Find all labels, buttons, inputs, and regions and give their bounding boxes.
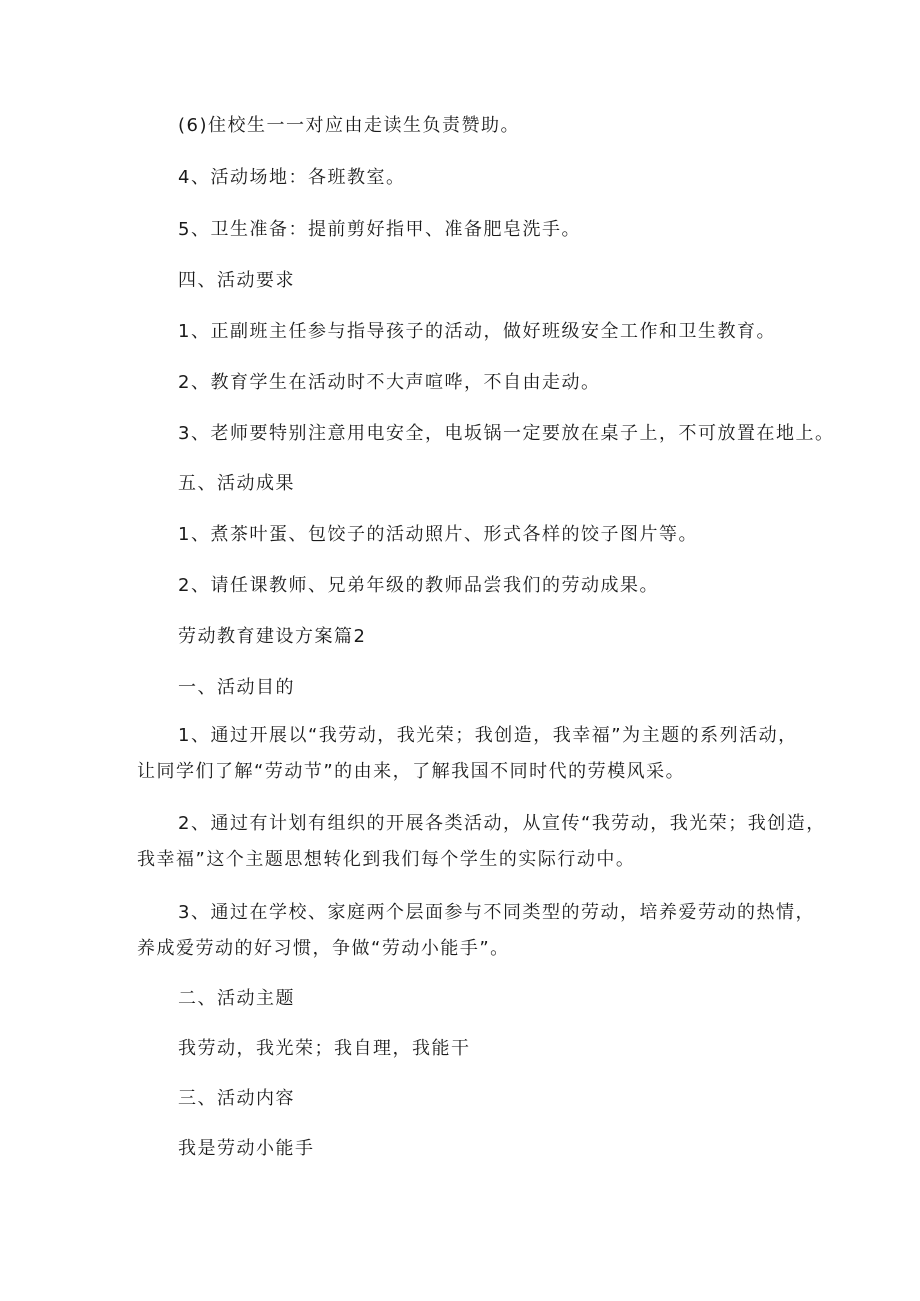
section-5-heading: 五、活动成果 — [178, 473, 295, 494]
result-2: 2、请任课教师、兄弟年级的教师品尝我们的劳动成果。 — [178, 575, 659, 596]
purpose-3-line-1: 3、通过在学校、家庭两个层面参与不同类型的劳动，培养爱劳动的热情， — [178, 902, 815, 923]
content-text: 我是劳动小能手 — [178, 1138, 315, 1159]
section-2-heading: 二、活动主题 — [178, 988, 295, 1009]
item-4-venue: 4、活动场地：各班教室。 — [178, 167, 406, 188]
purpose-2-line-2: 我幸福”这个主题思想转化到我们每个学生的实际行动中。 — [137, 849, 636, 870]
section-1-heading: 一、活动目的 — [178, 677, 295, 698]
item-6-boarding: (6)住校生一一对应由走读生负责赞助。 — [178, 115, 520, 136]
theme-text: 我劳动，我光荣；我自理，我能干 — [178, 1038, 471, 1059]
requirement-3: 3、老师要特别注意用电安全，电坂锅一定要放在桌子上，不可放置在地上。 — [178, 423, 835, 444]
plan-2-title: 劳动教育建设方案篇2 — [178, 626, 367, 647]
requirement-2: 2、教育学生在活动时不大声喧哗，不自由走动。 — [178, 372, 601, 393]
purpose-3-line-2: 养成爱劳动的好习惯，争做“劳动小能手”。 — [137, 938, 510, 959]
purpose-1-line-1: 1、通过开展以“我劳动，我光荣；我创造，我幸福”为主题的系列活动， — [178, 725, 798, 746]
section-4-heading: 四、活动要求 — [178, 270, 295, 291]
requirement-1: 1、正副班主任参与指导孩子的活动，做好班级安全工作和卫生教育。 — [178, 321, 776, 342]
section-3-heading: 三、活动内容 — [178, 1088, 295, 1109]
item-5-hygiene: 5、卫生准备：提前剪好指甲、准备肥皂洗手。 — [178, 219, 581, 240]
purpose-2-line-1: 2、通过有计划有组织的开展各类活动，从宣传“我劳动，我光荣；我创造， — [178, 813, 826, 834]
purpose-1-line-2: 让同学们了解“劳动节”的由来，了解我国不同时代的劳模风采。 — [137, 761, 686, 782]
result-1: 1、煮茶叶蛋、包饺子的活动照片、形式各样的饺子图片等。 — [178, 524, 698, 545]
